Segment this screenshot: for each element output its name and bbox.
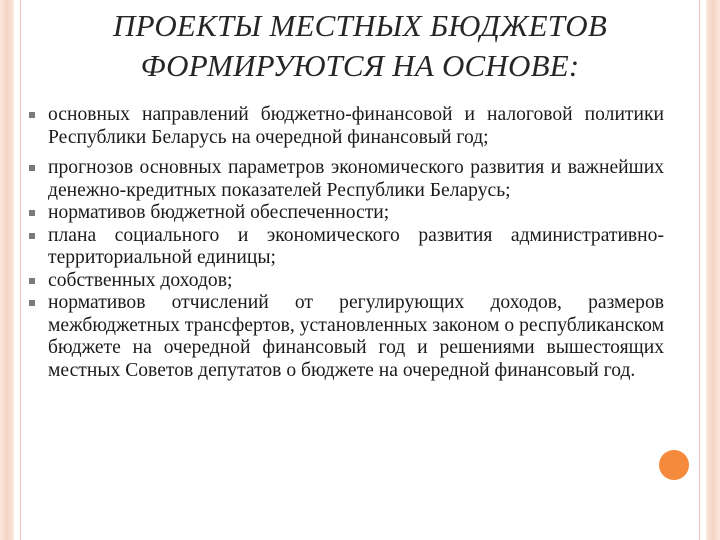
list-item-text: прогнозов основных параметров экономического развития и важнейших денежно-кредитных показателей Республики Беларусь; (48, 157, 664, 201)
slide-title-line-2: ФОРМИРУЮТСЯ НА ОСНОВЕ: (140, 48, 580, 83)
list-item-text: нормативов бюджетной обеспеченности; (48, 202, 390, 223)
slide-title (40, 6, 680, 86)
square-bullet-icon (29, 210, 35, 216)
right-decorative-bar (706, 0, 720, 540)
list-item (26, 225, 664, 270)
list-item-text: нормативов отчислений от регулирующих доходов, размеров межбюджетных трансфертов, установленных законом о республиканском бюджете на очередной финансовый год и решениями вышестоящих местных Советов депутатов о бюджете на очередной финансовый год. (48, 292, 664, 381)
list-item (26, 157, 664, 202)
square-bullet-icon (29, 233, 35, 239)
slide-title-line-1: ПРОЕКТЫ МЕСТНЫХ БЮДЖЕТОВ (113, 8, 607, 43)
list-item (26, 292, 664, 382)
right-decorative-line (699, 0, 700, 540)
square-bullet-icon (29, 278, 35, 284)
list-item (26, 202, 664, 225)
square-bullet-icon (29, 112, 35, 118)
square-bullet-icon (29, 165, 35, 171)
square-bullet-icon (29, 300, 35, 306)
bullet-list (26, 104, 664, 382)
orange-circle-decoration (659, 450, 689, 480)
list-item-text: основных направлений бюджетно-финансовой и налоговой политики Республики Беларусь на очередной финансовый год; (48, 104, 664, 148)
list-item-text: плана социального и экономического развития административно-территориальной единицы; (48, 224, 664, 268)
list-item-text: собственных доходов; (48, 269, 233, 291)
list-item (26, 270, 664, 293)
left-decorative-bar (0, 0, 14, 540)
list-item (26, 104, 664, 149)
left-decorative-line (20, 0, 21, 540)
